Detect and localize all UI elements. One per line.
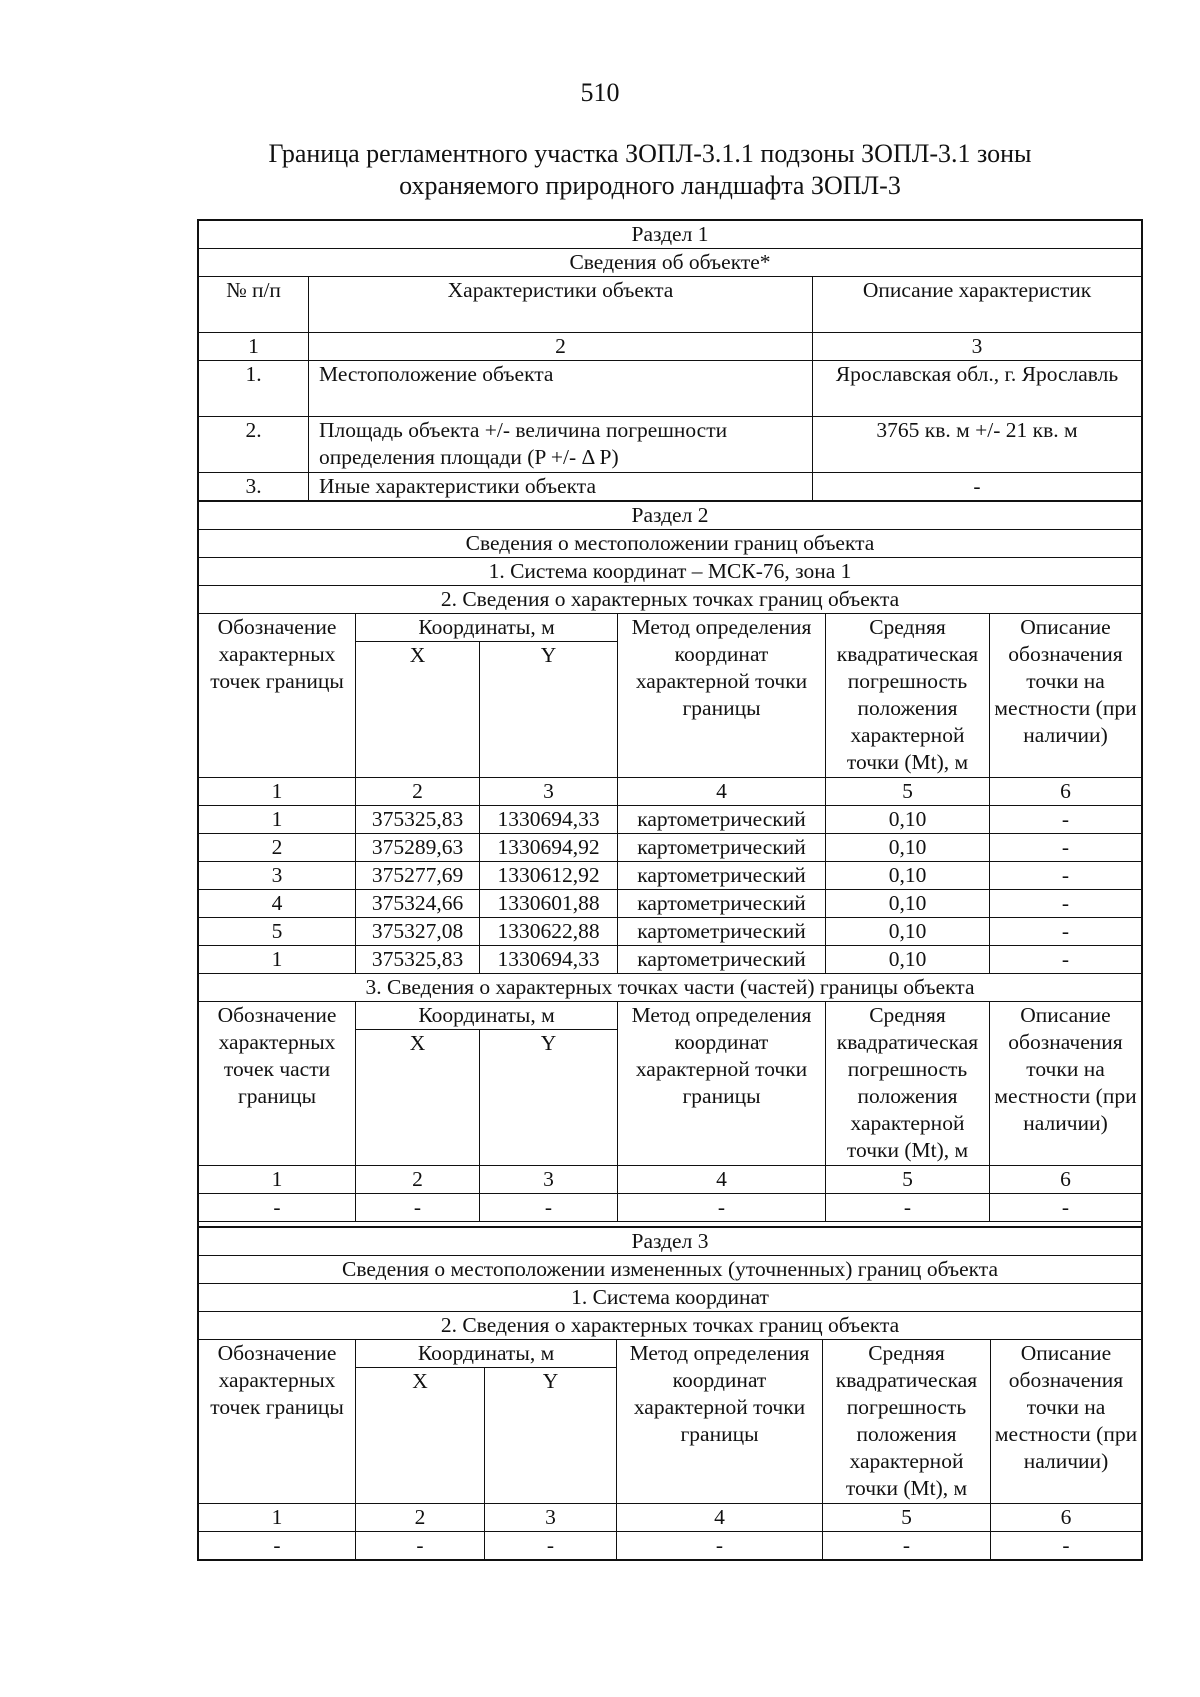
- table-row: [199, 806, 1142, 834]
- section3-points-title: 2. Сведения о характерных точках границ объекта: [199, 1312, 1142, 1340]
- page-number: 510: [580, 78, 620, 107]
- cell-method: -: [617, 1532, 823, 1560]
- cell-error: 0,10: [826, 918, 990, 946]
- section3-heading: Раздел 3: [199, 1228, 1142, 1256]
- header-description: Описание характеристик: [813, 277, 1142, 333]
- col-number: 4: [618, 1166, 826, 1194]
- section3-subheading: Сведения о местоположении измененных (уточненных) границ объекта: [199, 1256, 1142, 1284]
- section2-coordinate-system: 1. Система координат – МСК-76, зона 1: [199, 558, 1142, 586]
- table-row: [199, 361, 1142, 417]
- cell-point: -: [199, 1532, 356, 1560]
- col-number: 1: [199, 333, 309, 361]
- cell-y: -: [485, 1532, 617, 1560]
- cell-description: -: [990, 890, 1142, 918]
- cell-method: картометрический: [618, 834, 826, 862]
- col-number: 3: [480, 1166, 618, 1194]
- header-method: Метод определения координат характерной точки границы: [618, 614, 826, 778]
- title-line-1: Граница регламентного участка ЗОПЛ-3.1.1 подзоны ЗОПЛ-3.1 зоны: [268, 139, 1032, 168]
- row-value: Ярославская обл., г. Ярославль: [813, 361, 1142, 417]
- cell-error: 0,10: [826, 946, 990, 974]
- col-number: 3: [480, 778, 618, 806]
- row-name: Иные характеристики объекта: [309, 473, 813, 501]
- cell-x: 375324,66: [356, 890, 480, 918]
- row-name: Площадь объекта +/- величина погрешности определения площади (P +/- Δ P): [309, 417, 813, 473]
- cell-method: картометрический: [618, 918, 826, 946]
- table-row: [199, 946, 1142, 974]
- header-coordinates: Координаты, м: [356, 1002, 618, 1030]
- header-designation: Обозначение характерных точек границы: [199, 614, 356, 778]
- col-number: 2: [356, 1504, 485, 1532]
- cell-point: 2: [199, 834, 356, 862]
- cell-point: 5: [199, 918, 356, 946]
- col-number: 1: [199, 1504, 356, 1532]
- header-coordinates: Координаты, м: [356, 1340, 617, 1368]
- cell-point: 4: [199, 890, 356, 918]
- col-number: 4: [617, 1504, 823, 1532]
- row-value: 3765 кв. м +/- 21 кв. м: [813, 417, 1142, 473]
- cell-x: 375325,83: [356, 946, 480, 974]
- col-number: 2: [309, 333, 813, 361]
- cell-point: 1: [199, 806, 356, 834]
- cell-x: 375289,63: [356, 834, 480, 862]
- cell-point: -: [199, 1194, 356, 1222]
- header-error: Средняя квадратическая погрешность положения характерной точки (Mt), м: [823, 1340, 991, 1504]
- cell-method: -: [618, 1194, 826, 1222]
- header-y: Y: [480, 642, 618, 778]
- cell-y: 1330694,33: [480, 946, 618, 974]
- cell-y: -: [480, 1194, 618, 1222]
- table-row: [199, 834, 1142, 862]
- cell-y: 1330622,88: [480, 918, 618, 946]
- table-row: [199, 890, 1142, 918]
- cell-method: картометрический: [618, 890, 826, 918]
- header-designation: Обозначение характерных точек границы: [199, 1340, 356, 1504]
- cell-error: -: [823, 1532, 991, 1560]
- header-error: Средняя квадратическая погрешность положения характерной точки (Mt), м: [826, 614, 990, 778]
- cell-method: картометрический: [618, 806, 826, 834]
- col-number: 5: [826, 778, 990, 806]
- cell-error: 0,10: [826, 890, 990, 918]
- cell-error: 0,10: [826, 862, 990, 890]
- section1-heading: Раздел 1: [199, 221, 1142, 249]
- header-error: Средняя квадратическая погрешность положения характерной точки (Mt), м: [826, 1002, 990, 1166]
- section3-table: [198, 1227, 1142, 1560]
- cell-description: -: [990, 918, 1142, 946]
- document-title: [200, 138, 1100, 202]
- cell-x: -: [356, 1532, 485, 1560]
- cell-point: 1: [199, 946, 356, 974]
- cell-x: 375325,83: [356, 806, 480, 834]
- header-x: X: [356, 1368, 485, 1504]
- row-value: -: [813, 473, 1142, 501]
- header-x: X: [356, 1030, 480, 1166]
- section3-coordinate-system: 1. Система координат: [199, 1284, 1142, 1312]
- col-number: 3: [485, 1504, 617, 1532]
- col-number: 2: [356, 1166, 480, 1194]
- cell-x: -: [356, 1194, 480, 1222]
- col-number: 1: [199, 1166, 356, 1194]
- header-x: X: [356, 642, 480, 778]
- title-line-2: охраняемого природного ландшафта ЗОПЛ-3: [399, 171, 901, 200]
- header-point-description: Описание обозначения точки на местности (при наличии): [990, 1002, 1142, 1166]
- cell-x: 375277,69: [356, 862, 480, 890]
- cell-method: картометрический: [618, 946, 826, 974]
- section2-table: [198, 501, 1142, 1227]
- header-point-description: Описание обозначения точки на местности (при наличии): [990, 614, 1142, 778]
- table-row: [199, 473, 1142, 501]
- col-number: 6: [990, 778, 1142, 806]
- table-row: [199, 417, 1142, 473]
- table-row: [199, 1532, 1142, 1560]
- cell-error: -: [826, 1194, 990, 1222]
- cell-description: -: [990, 806, 1142, 834]
- col-number: 5: [823, 1504, 991, 1532]
- table-row: [199, 1194, 1142, 1222]
- cell-method: картометрический: [618, 862, 826, 890]
- header-y: Y: [480, 1030, 618, 1166]
- section1-subheading: Сведения об объекте*: [199, 249, 1142, 277]
- row-name: Местоположение объекта: [309, 361, 813, 417]
- header-designation-part: Обозначение характерных точек части границы: [199, 1002, 356, 1166]
- header-coordinates: Координаты, м: [356, 614, 618, 642]
- header-number: № п/п: [199, 277, 309, 333]
- row-number: 2.: [199, 417, 309, 473]
- cell-description: -: [991, 1532, 1142, 1560]
- cell-x: 375327,08: [356, 918, 480, 946]
- cell-y: 1330612,92: [480, 862, 618, 890]
- section2-heading: Раздел 2: [199, 502, 1142, 530]
- cell-description: -: [990, 834, 1142, 862]
- cell-y: 1330601,88: [480, 890, 618, 918]
- cell-point: 3: [199, 862, 356, 890]
- section2-points-title: 2. Сведения о характерных точках границ объекта: [199, 586, 1142, 614]
- row-number: 1.: [199, 361, 309, 417]
- header-point-description: Описание обозначения точки на местности (при наличии): [991, 1340, 1142, 1504]
- header-method: Метод определения координат характерной точки границы: [617, 1340, 823, 1504]
- section1-table: [198, 220, 1142, 501]
- header-characteristics: Характеристики объекта: [309, 277, 813, 333]
- cell-description: -: [990, 1194, 1142, 1222]
- table-row: [199, 918, 1142, 946]
- col-number: 2: [356, 778, 480, 806]
- table-row: [199, 862, 1142, 890]
- section2-subheading: Сведения о местоположении границ объекта: [199, 530, 1142, 558]
- col-number: 6: [990, 1166, 1142, 1194]
- cell-error: 0,10: [826, 834, 990, 862]
- cell-description: -: [990, 862, 1142, 890]
- col-number: 3: [813, 333, 1142, 361]
- cell-y: 1330694,92: [480, 834, 618, 862]
- cell-y: 1330694,33: [480, 806, 618, 834]
- spacer-row: [199, 1222, 1142, 1227]
- document-frame: [197, 219, 1143, 1561]
- col-number: 4: [618, 778, 826, 806]
- header-y: Y: [485, 1368, 617, 1504]
- col-number: 6: [991, 1504, 1142, 1532]
- col-number: 5: [826, 1166, 990, 1194]
- row-number: 3.: [199, 473, 309, 501]
- cell-description: -: [990, 946, 1142, 974]
- section2-part-title: 3. Сведения о характерных точках части (частей) границы объекта: [199, 974, 1142, 1002]
- cell-error: 0,10: [826, 806, 990, 834]
- col-number: 1: [199, 778, 356, 806]
- header-method: Метод определения координат характерной точки границы: [618, 1002, 826, 1166]
